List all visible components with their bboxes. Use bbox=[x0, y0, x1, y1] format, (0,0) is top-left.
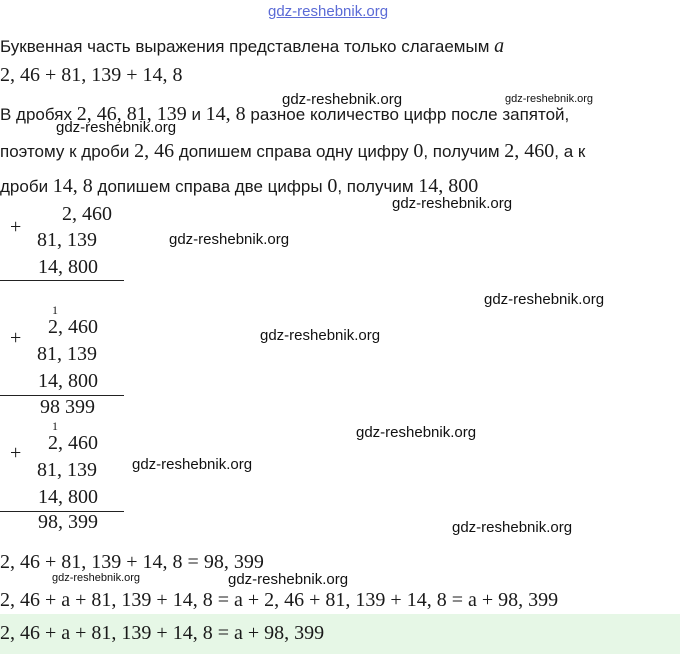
column-row: 81, 139 bbox=[37, 343, 97, 365]
column-result: 98, 399 bbox=[38, 511, 98, 533]
answer-equation: 2, 46 + a + 81, 139 + 14, 8 = a + 98, 399 bbox=[0, 622, 325, 644]
watermark: gdz-reshebnik.org bbox=[260, 327, 381, 344]
watermark: gdz-reshebnik.org bbox=[52, 572, 141, 584]
sum-line bbox=[0, 280, 124, 281]
para-math: 0 bbox=[327, 175, 338, 197]
carry-digit: 1 bbox=[52, 419, 58, 433]
watermark: gdz-reshebnik.org bbox=[484, 291, 605, 308]
para-math: 14, 8 bbox=[205, 103, 246, 125]
sum-expression: 2, 46 + 81, 139 + 14, 8 bbox=[0, 64, 183, 86]
para-math: 0 bbox=[413, 140, 424, 162]
column-row: 14, 800 bbox=[38, 256, 98, 278]
para-text: , а к bbox=[554, 142, 586, 161]
intro-text bbox=[0, 35, 504, 58]
equation-1: 2, 46 + 81, 139 + 14, 8 = 98, 399 bbox=[0, 551, 264, 573]
column-row: 2, 460 bbox=[48, 432, 98, 454]
para-text: и bbox=[191, 105, 201, 124]
watermark-link[interactable]: gdz-reshebnik.org bbox=[268, 3, 389, 20]
watermark: gdz-reshebnik.org bbox=[56, 119, 177, 136]
watermark: gdz-reshebnik.org bbox=[169, 231, 290, 248]
column-row: 14, 800 bbox=[38, 370, 98, 392]
watermark: gdz-reshebnik.org bbox=[228, 571, 349, 588]
column-row: 2, 460 bbox=[62, 203, 112, 225]
para-text: , получим bbox=[337, 177, 414, 196]
column-row: 14, 800 bbox=[38, 486, 98, 508]
partial-result: 98 399 bbox=[40, 396, 95, 418]
equation-2: 2, 46 + a + 81, 139 + 14, 8 = a + 2, 46 + 81, 139 + 14, 8 = a + 98, 399 bbox=[0, 589, 559, 611]
watermark: gdz-reshebnik.org bbox=[282, 91, 403, 108]
plus-sign: + bbox=[10, 327, 22, 349]
intro-label: Буквенная часть выражения представлена только слагаемым bbox=[0, 37, 490, 56]
para-math: 14, 8 bbox=[52, 175, 93, 197]
para-text: В дробях bbox=[0, 105, 72, 124]
para-line-2 bbox=[0, 140, 585, 163]
watermark: gdz-reshebnik.org bbox=[356, 424, 477, 441]
para-text: дроби bbox=[0, 177, 49, 196]
para-math: 2, 460 bbox=[504, 140, 555, 162]
plus-sign: + bbox=[10, 216, 22, 238]
para-text: допишем справа одну цифру bbox=[178, 142, 409, 161]
watermark: gdz-reshebnik.org bbox=[505, 93, 594, 105]
para-math: 14, 800 bbox=[418, 175, 479, 197]
column-row: 81, 139 bbox=[37, 229, 97, 251]
plus-sign: + bbox=[10, 442, 22, 464]
column-row: 2, 460 bbox=[48, 316, 98, 338]
para-text: поэтому к дроби bbox=[0, 142, 130, 161]
para-math: 2, 46 bbox=[134, 140, 175, 162]
para-text: допишем справа две цифры bbox=[97, 177, 323, 196]
intro-variable: a bbox=[494, 35, 505, 57]
carry-digit: 1 bbox=[52, 303, 58, 317]
para-text: , получим bbox=[423, 142, 500, 161]
para-math: 2, 46, 81, 139 bbox=[76, 103, 187, 125]
column-row: 81, 139 bbox=[37, 459, 97, 481]
watermark: gdz-reshebnik.org bbox=[452, 519, 573, 536]
para-text: разное количество цифр после запятой, bbox=[250, 105, 570, 124]
watermark: gdz-reshebnik.org bbox=[392, 195, 513, 212]
watermark: gdz-reshebnik.org bbox=[132, 456, 253, 473]
